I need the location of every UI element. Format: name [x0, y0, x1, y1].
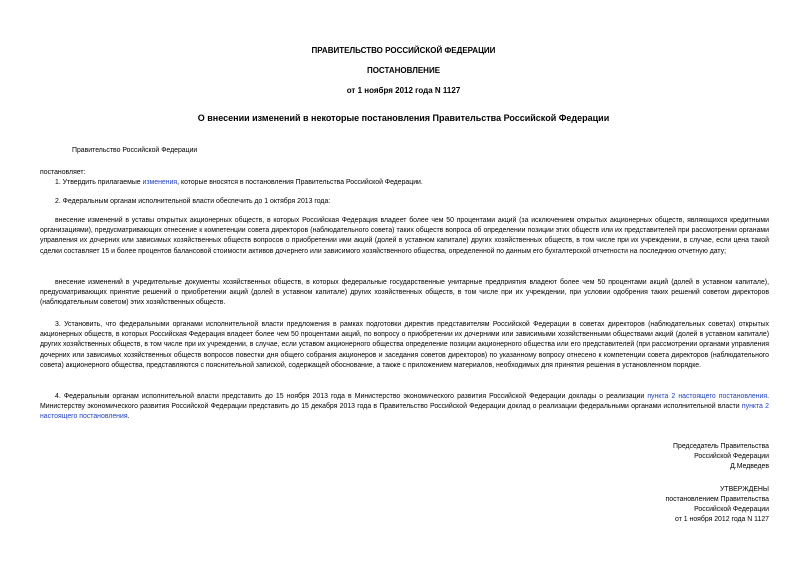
point-2-link-2[interactable]: пункта 2 настоящего постановления [40, 403, 769, 421]
paragraph-2: 2. Федеральным органам исполнительной власти обеспечить до 1 октября 2013 года: [55, 198, 331, 205]
document-title: О внесении изменений в некоторые постановления Правительства Российской Федерации [197, 113, 610, 123]
approved-date: от 1 ноября 2012 года N 1127 [675, 516, 769, 523]
paragraph-4-text-start: 4. Федеральным органам исполнительной власти представить до 15 ноября 2013 года в Министерство экономического развития Российской Федерации доклады о реализации [55, 393, 648, 400]
signature-block [673, 442, 769, 472]
government-heading: ПРАВИТЕЛЬСТВО РОССИЙСКОЙ ФЕДЕРАЦИИ [311, 46, 496, 55]
approved-label: УТВЕРЖДЕНЫ [720, 486, 769, 493]
paragraph-2a: внесение изменений в уставы открытых акционерных обществ, в которых Российская Федерация владеет более чем 50 процентами акций (за исключением открытых акционерных обществ, являющихся кредитными организациями), предусматривающих отнесение к компетенции совета директоров (наблюдательного совета) таких обществ вопроса об определении позиции этих обществ или их представителей при рассмотрении органами управления их дочерних или зависимых хозяйственных обществ вопросов о приобретении ими акций (долей в уставном капитале) других хозяйственных обществ, в том числе при их учреждении, в случае, если цена такой сделки составляет 15 и более процентов балансовой стоимости активов дочернего или зависимого хозяйственного общества, определенной по данным его бухгалтерской отчетности на последнюю отчетную дату; [40, 217, 769, 255]
paragraph-1-text-start: 1. Утвердить прилагаемые [55, 179, 143, 186]
point-2-link-1[interactable]: пункта 2 настоящего постановления [647, 393, 768, 400]
paragraph-3: 3. Установить, что федеральными органами исполнительной власти предложения в рамках подготовки директив представителям Российской Федерации в советах директоров (наблюдательных советах) открытых акционерных обществ, в которых Российская Федерация владеет более чем 50 процентами акций, по вопросу о приобретении их дочерними или зависимыми хозяйственными обществами акций (долей в уставном капитале) других хозяйственных обществ, в том числе при их учреждении, в случае, если уставом акционерного общества определение позиции акционерного общества или его представителей (при рассмотрении органами управления дочерних или зависимых хозяйственных обществ вопросов повестки дня общего собрания акционеров и заседания советов директоров) по указанному вопросу отнесено к компетенции совета директоров (наблюдательного совета) акционерного общества, представляются с пояснительной запиской, содержащей обоснование, а также с приложением материалов, необходимых для принятия решения в установленном порядке. [40, 321, 769, 369]
paragraph-1 [55, 178, 423, 188]
paragraph-4-text-middle: . Министерству экономического развития Российской Федерации представить до 15 декабря 2013 года в Правительство Российской Федерации доклад о реализации федеральными органами исполнительной власти [40, 393, 769, 411]
signature-country: Российской Федерации [694, 453, 769, 460]
approved-by: постановлением Правительства [665, 496, 769, 503]
approved-block [666, 485, 770, 525]
approved-country: Российской Федерации [694, 506, 769, 513]
intro-text: Правительство Российской Федерации [72, 147, 198, 154]
signature-position: Председатель Правительства [673, 443, 769, 450]
paragraph-4 [40, 392, 769, 423]
paragraph-1-text-end: , которые вносятся в постановления Правительства Российской Федерации. [177, 179, 423, 186]
document-type-heading: ПОСТАНОВЛЕНИЕ [366, 66, 441, 75]
changes-link[interactable]: изменения [142, 179, 178, 186]
signature-name: Д.Медведев [730, 463, 769, 470]
paragraph-2b: внесение изменений в учредительные документы хозяйственных обществ, в которых федеральные государственные унитарные предприятия владеют более чем 50 процентами акций (долей в уставном капитале), предусматривающих принятие решений о приобретении акций (долей в уставном капитале) других хозяйственных обществ, в том числе при их учреждении, при условии одобрения таких решений советом директоров (наблюдательным советом) этих хозяйственных обществ. [40, 279, 769, 307]
date-number-heading: от 1 ноября 2012 года N 1127 [346, 86, 461, 95]
decides-text: постановляет: [40, 169, 86, 176]
paragraph-4-text-end: . [127, 413, 130, 421]
